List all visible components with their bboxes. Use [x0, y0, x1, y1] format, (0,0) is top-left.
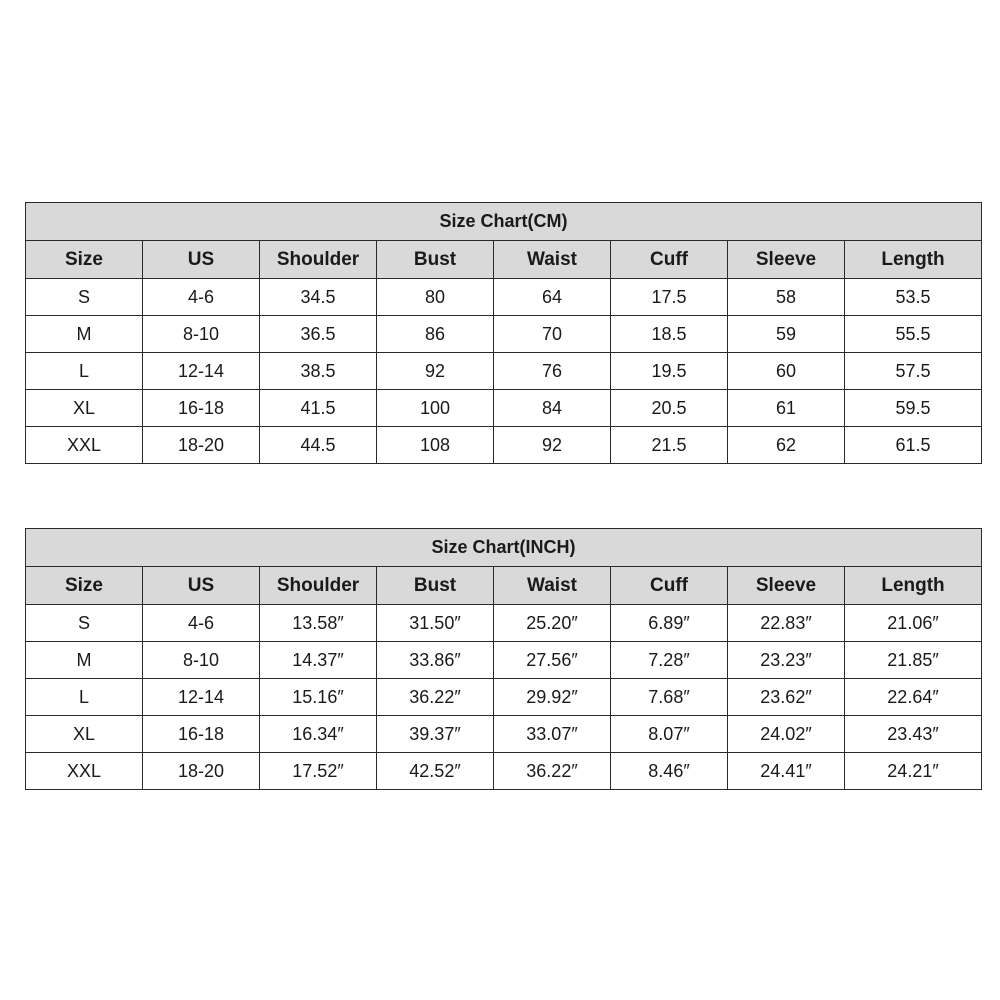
table-row — [26, 353, 982, 390]
table-cell: 15.16″ — [260, 679, 377, 716]
table-cell: 59 — [728, 316, 845, 353]
table-cell: 22.83″ — [728, 605, 845, 642]
table-cell: 27.56″ — [494, 642, 611, 679]
table-cell: 23.62″ — [728, 679, 845, 716]
table-cell: 12-14 — [143, 353, 260, 390]
table-cell: 24.41″ — [728, 753, 845, 790]
table-cell: XL — [26, 390, 143, 427]
table-cell: 92 — [377, 353, 494, 390]
column-header: Sleeve — [728, 241, 845, 279]
table-cell: XL — [26, 716, 143, 753]
table-cell: 8.46″ — [611, 753, 728, 790]
table-cell: 19.5 — [611, 353, 728, 390]
table-cell: XXL — [26, 427, 143, 464]
column-header: Length — [845, 241, 982, 279]
column-header: Length — [845, 567, 982, 605]
table-cell: 21.85″ — [845, 642, 982, 679]
table-row — [26, 279, 982, 316]
table-cell: 108 — [377, 427, 494, 464]
table-cell: 42.52″ — [377, 753, 494, 790]
table-cell: 62 — [728, 427, 845, 464]
table-cell: 16-18 — [143, 716, 260, 753]
table-row — [26, 716, 982, 753]
table-cell: 16.34″ — [260, 716, 377, 753]
table-row — [26, 753, 982, 790]
table-cell: 12-14 — [143, 679, 260, 716]
table-cell: L — [26, 353, 143, 390]
table-title: Size Chart(INCH) — [26, 529, 982, 567]
table-cell: 38.5 — [260, 353, 377, 390]
table-cell: 53.5 — [845, 279, 982, 316]
table-cell: 23.23″ — [728, 642, 845, 679]
column-header: Cuff — [611, 241, 728, 279]
table-cell: 8.07″ — [611, 716, 728, 753]
table-cell: 7.28″ — [611, 642, 728, 679]
table-title: Size Chart(CM) — [26, 203, 982, 241]
table-cell: 8-10 — [143, 316, 260, 353]
table-cell: 13.58″ — [260, 605, 377, 642]
table-cell: 23.43″ — [845, 716, 982, 753]
table-cell: 41.5 — [260, 390, 377, 427]
table-cell: 6.89″ — [611, 605, 728, 642]
column-header-row — [26, 241, 982, 279]
table-cell: 31.50″ — [377, 605, 494, 642]
table-cell: 29.92″ — [494, 679, 611, 716]
table-cell: 20.5 — [611, 390, 728, 427]
table-cell: 22.64″ — [845, 679, 982, 716]
table-cell: 24.02″ — [728, 716, 845, 753]
table-cell: 59.5 — [845, 390, 982, 427]
table-cell: 7.68″ — [611, 679, 728, 716]
table-cell: L — [26, 679, 143, 716]
table-cell: 18-20 — [143, 427, 260, 464]
table-row — [26, 427, 982, 464]
table-cell: 33.07″ — [494, 716, 611, 753]
table-cell: M — [26, 642, 143, 679]
table-cell: 36.22″ — [494, 753, 611, 790]
table-cell: 58 — [728, 279, 845, 316]
table-cell: 64 — [494, 279, 611, 316]
table-cell: 4-6 — [143, 605, 260, 642]
size-chart-inch-table — [25, 528, 982, 790]
column-header: Size — [26, 567, 143, 605]
column-header: US — [143, 567, 260, 605]
table-row — [26, 316, 982, 353]
table-cell: 39.37″ — [377, 716, 494, 753]
table-cell: 34.5 — [260, 279, 377, 316]
column-header: Bust — [377, 567, 494, 605]
table-cell: 55.5 — [845, 316, 982, 353]
table-cell: 61.5 — [845, 427, 982, 464]
table-cell: 36.22″ — [377, 679, 494, 716]
table-cell: 17.5 — [611, 279, 728, 316]
column-header: Waist — [494, 241, 611, 279]
table-cell: 70 — [494, 316, 611, 353]
table-cell: S — [26, 605, 143, 642]
table-cell: 92 — [494, 427, 611, 464]
table-cell: 100 — [377, 390, 494, 427]
column-header: Cuff — [611, 567, 728, 605]
table-cell: 44.5 — [260, 427, 377, 464]
column-header-row — [26, 567, 982, 605]
table-cell: 18-20 — [143, 753, 260, 790]
size-chart-cm-table — [25, 202, 982, 464]
table-cell: 16-18 — [143, 390, 260, 427]
column-header: Waist — [494, 567, 611, 605]
table-cell: 21.06″ — [845, 605, 982, 642]
table-cell: 80 — [377, 279, 494, 316]
table-cell: 61 — [728, 390, 845, 427]
table-cell: 24.21″ — [845, 753, 982, 790]
table-cell: 76 — [494, 353, 611, 390]
column-header: Shoulder — [260, 567, 377, 605]
table-cell: 14.37″ — [260, 642, 377, 679]
table-cell: S — [26, 279, 143, 316]
table-cell: 17.52″ — [260, 753, 377, 790]
table-cell: XXL — [26, 753, 143, 790]
column-header: US — [143, 241, 260, 279]
table-cell: 8-10 — [143, 642, 260, 679]
column-header: Bust — [377, 241, 494, 279]
column-header: Size — [26, 241, 143, 279]
table-row — [26, 605, 982, 642]
table-cell: 33.86″ — [377, 642, 494, 679]
table-row — [26, 642, 982, 679]
table-cell: 4-6 — [143, 279, 260, 316]
column-header: Sleeve — [728, 567, 845, 605]
table-cell: 36.5 — [260, 316, 377, 353]
table-cell: M — [26, 316, 143, 353]
table-row — [26, 390, 982, 427]
table-row — [26, 679, 982, 716]
table-cell: 18.5 — [611, 316, 728, 353]
table-cell: 21.5 — [611, 427, 728, 464]
table-cell: 60 — [728, 353, 845, 390]
table-cell: 25.20″ — [494, 605, 611, 642]
table-cell: 86 — [377, 316, 494, 353]
table-cell: 57.5 — [845, 353, 982, 390]
table-cell: 84 — [494, 390, 611, 427]
column-header: Shoulder — [260, 241, 377, 279]
